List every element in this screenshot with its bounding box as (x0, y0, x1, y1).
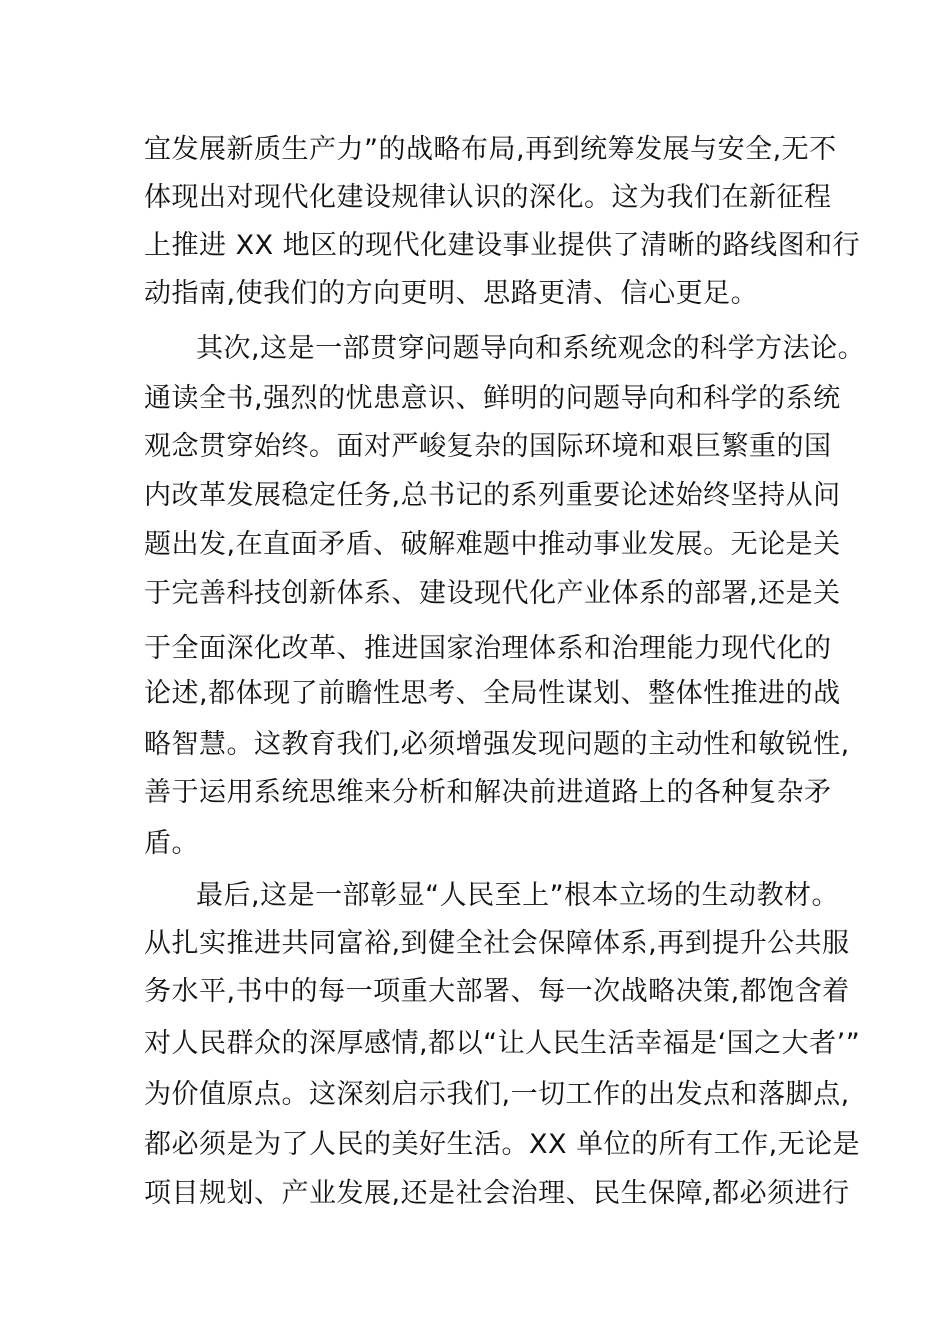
paragraph-start-line: 其次,这是一部贯穿问题导向和系统观念的科学方法论。 (196, 333, 866, 364)
text-line: 从扎实推进共同富裕,到健全社会保障体系,再到提升公共服 (144, 928, 850, 959)
text-line: 体现出对现代化建设规律认识的深化。这为我们在新征程 (144, 182, 832, 213)
text-line: 动指南,使我们的方向更明、思路更清、信心更足。 (144, 278, 759, 309)
text-line: 为价值原点。这深刻启示我们,一切工作的出发点和落脚点, (144, 1079, 850, 1110)
text-line: 都必须是为了人民的美好生活。XX 单位的所有工作,无论是 (144, 1129, 861, 1160)
text-line: 论述,都体现了前瞻性思考、全局性谋划、整体性推进的战 (144, 678, 841, 709)
text-line: 上推进 XX 地区的现代化建设事业提供了清晰的路线图和行 (144, 230, 861, 261)
text-line: 观念贯穿始终。面对严峻复杂的国际环境和艰巨繁重的国 (144, 431, 832, 462)
text-line: 通读全书,强烈的忧患意识、鲜明的问题导向和科学的系统 (144, 383, 841, 414)
text-line: 内改革发展稳定任务,总书记的系列重要论述始终坚持从问 (144, 480, 841, 511)
paragraph-start-line: 最后,这是一部彰显“人民至上”根本立场的生动教材。 (196, 880, 840, 911)
text-line: 宜发展新质生产力”的战略布局,再到统筹发展与安全,无不 (144, 134, 837, 165)
text-line: 盾。 (144, 828, 199, 859)
text-line: 题出发,在直面矛盾、破解难题中推动事业发展。无论是关 (144, 529, 841, 560)
text-line: 略智慧。这教育我们,必须增强发现问题的主动性和敏锐性, (144, 729, 850, 760)
text-line: 于完善科技创新体系、建设现代化产业体系的部署,还是关 (144, 578, 841, 609)
text-line: 善于运用系统思维来分析和解决前进道路上的各种复杂矛 (144, 777, 832, 808)
text-line: 对人民群众的深厚感情,都以“让人民生活幸福是‘国之大者’” (144, 1028, 861, 1059)
text-line: 项目规划、产业发展,还是社会治理、民生保障,都必须进行 (144, 1178, 850, 1209)
text-line: 于全面深化改革、推进国家治理体系和治理能力现代化的 (144, 633, 832, 664)
text-line: 务水平,书中的每一项重大部署、每一次战略决策,都饱含着 (144, 976, 850, 1007)
